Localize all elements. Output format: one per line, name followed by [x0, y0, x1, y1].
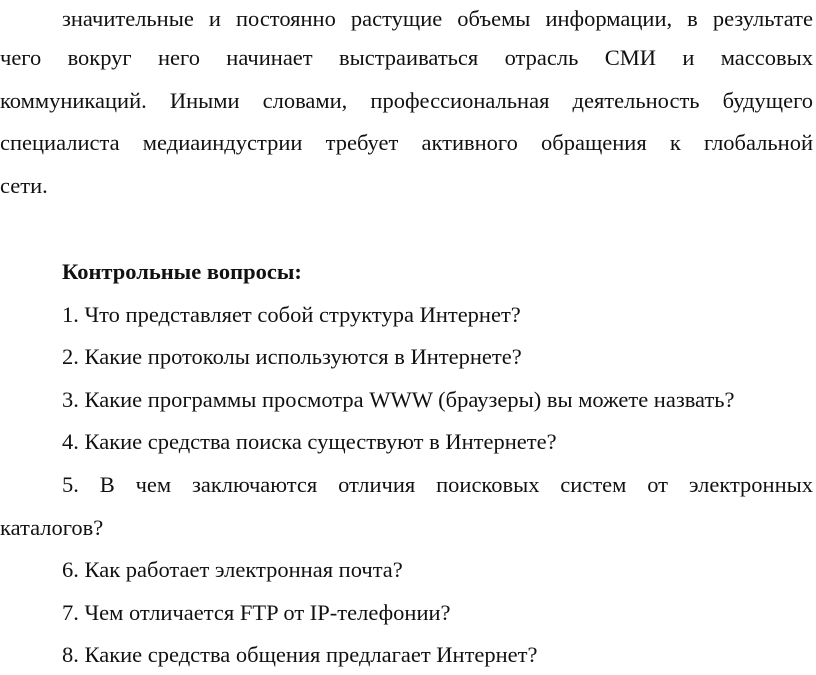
question-text: Какие протоколы используются в Интернете?: [84, 344, 522, 369]
question-text: Какие программы просмотра WWW (браузеры) вы можете назвать?: [84, 387, 735, 412]
question-item-5: [62, 470, 813, 500]
question-number: 8.: [62, 642, 79, 667]
question-item-1: [62, 300, 521, 330]
question-number: 7.: [62, 600, 79, 625]
question-item-4: [62, 427, 557, 457]
question-item-7: [62, 598, 451, 628]
paragraph-line-1: значительные и постоянно растущие объемы информации, в результате: [62, 6, 813, 31]
question-number: 1.: [62, 302, 79, 327]
question-item-5-continuation: каталогов?: [0, 515, 104, 540]
questions-heading: Контрольные вопросы:: [62, 259, 302, 284]
question-number: 3.: [62, 387, 79, 412]
paragraph-line-4: специалиста медиаиндустрии требует активного обращения к глобальной: [0, 130, 813, 155]
question-item-3: [62, 385, 735, 415]
question-number: 2.: [62, 344, 79, 369]
question-text: Что представляет собой структура Интернет?: [84, 302, 521, 327]
question-number: 6.: [62, 557, 79, 582]
question-text: Какие средства поиска существуют в Интернете?: [84, 429, 557, 454]
paragraph-line-2: чего вокруг него начинает выстраиваться отрасль СМИ и массовых: [0, 45, 813, 70]
question-number: 5.: [62, 472, 79, 497]
paragraph-line-5: сети.: [0, 173, 48, 198]
question-item-6: [62, 555, 403, 585]
question-text: Чем отличается FTP от IP-телефонии?: [84, 600, 451, 625]
question-text: Какие средства общения предлагает Интернет?: [84, 642, 538, 667]
question-item-8: [62, 640, 538, 670]
question-item-2: [62, 342, 522, 372]
question-number: 4.: [62, 429, 79, 454]
question-text: В чем заключаются отличия поисковых систем от электронных: [99, 472, 814, 497]
question-text: Как работает электронная почта?: [84, 557, 403, 582]
paragraph-line-3: коммуникаций. Иными словами, профессиональная деятельность будущего: [0, 88, 813, 113]
